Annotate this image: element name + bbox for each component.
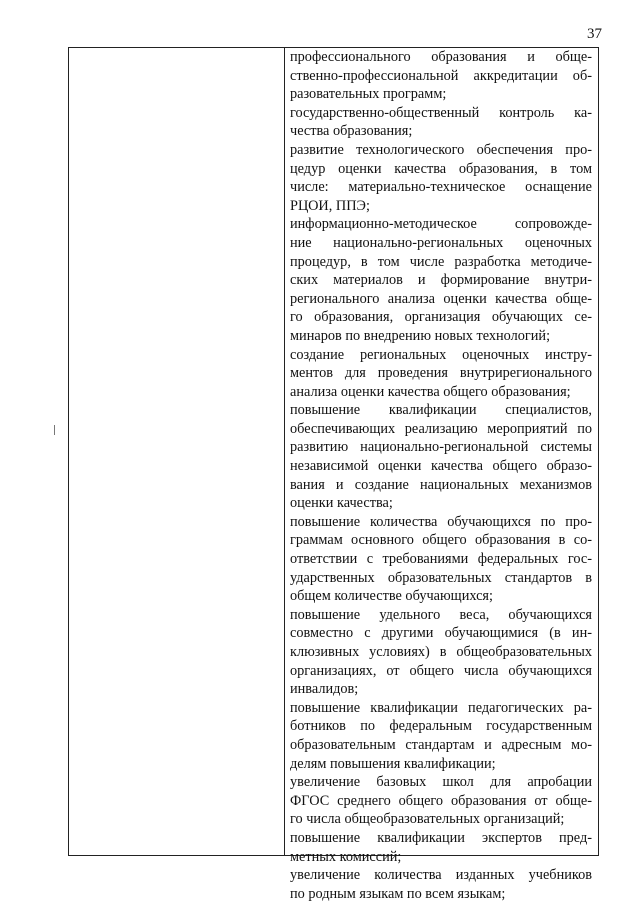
- text-line: развитие технологического обеспечения про-: [290, 141, 592, 158]
- text-line: повышение удельного веса, обучающихся: [290, 606, 592, 623]
- text-line: делям повышения квалификации;: [290, 755, 496, 772]
- page-number: 37: [587, 26, 602, 42]
- text-line: государственно-общественный контроль ка-: [290, 104, 592, 121]
- text-line: ФГОС среднего общего образования от обще-: [290, 792, 592, 809]
- text-line: граммам основного общего образования в со-: [290, 532, 592, 549]
- text-line: минаров по внедрению новых технологий;: [290, 327, 551, 344]
- text-line: РЦОИ, ППЭ;: [290, 197, 370, 214]
- text-line: повышение квалификации педагогических ра-: [290, 699, 592, 716]
- text-line: ских материалов и формирование внутри-: [290, 272, 592, 289]
- text-line: ментов для проведения внутрирегионального: [290, 365, 592, 382]
- text-line: метных комиссий;: [290, 848, 402, 865]
- content-table: [68, 47, 599, 902]
- text-line: разовательных программ;: [290, 86, 447, 103]
- margin-mark: [54, 425, 55, 435]
- text-line: общем количестве обучающихся;: [290, 588, 493, 605]
- text-line: чества образования;: [290, 123, 413, 140]
- text-line: совместно с другими обучающимися (в ин-: [290, 625, 592, 642]
- text-line: числе: материально-техническое оснащение: [290, 179, 592, 196]
- text-line: ответствии с требованиями федеральных гос-: [290, 551, 592, 568]
- text-line: ударственных образовательных стандартов в: [290, 569, 592, 586]
- left-column-cell: [69, 48, 285, 855]
- text-line: организациях, от общего числа обучающихся: [290, 662, 592, 679]
- text-line: го числа общеобразовательных организаций;: [290, 811, 565, 828]
- text-line: обеспечивающих реализацию мероприятий по: [290, 420, 592, 437]
- text-line: по родным языкам по всем языкам;: [290, 885, 506, 902]
- text-line: ботников по федеральным государственным: [290, 718, 592, 735]
- text-line: ственно-профессиональной аккредитации об-: [290, 67, 592, 84]
- text-line: регионального анализа оценки качества обще-: [290, 290, 592, 307]
- text-line: информационно-методическое сопровожде-: [290, 216, 592, 233]
- text-line: создание региональных оценочных инстру-: [290, 346, 592, 363]
- text-line: оценки качества;: [290, 495, 393, 512]
- text-line: профессионального образования и обще-: [290, 49, 592, 65]
- text-line: клюзивных условиях) в общеобразовательных: [290, 644, 592, 660]
- text-line: ние национально-региональных оценочных: [290, 234, 592, 251]
- text-line: развитию национально-региональной системы: [290, 439, 592, 456]
- text-line: увеличение количества изданных учебников: [290, 867, 592, 884]
- right-column-cell: [285, 48, 598, 902]
- text-line: образовательным стандартам и адресным мо-: [290, 736, 592, 753]
- text-line: процедур, в том числе разработка методиче-: [290, 253, 592, 270]
- text-line: го образования, организация обучающих се-: [290, 309, 592, 326]
- text-line: анализа оценки качества общего образования;: [290, 383, 571, 400]
- text-line: увеличение базовых школ для апробации: [290, 774, 592, 791]
- text-line: вания и создание национальных механизмов: [290, 476, 592, 493]
- text-line: независимой оценки качества общего образо-: [290, 458, 592, 475]
- text-line: цедур оценки качества образования, в том: [290, 160, 592, 177]
- text-line: повышение количества обучающихся по про-: [290, 513, 592, 530]
- text-line: повышение квалификации экспертов пред-: [290, 829, 592, 846]
- text-line: инвалидов;: [290, 681, 359, 698]
- text-line: повышение квалификации специалистов,: [290, 402, 592, 419]
